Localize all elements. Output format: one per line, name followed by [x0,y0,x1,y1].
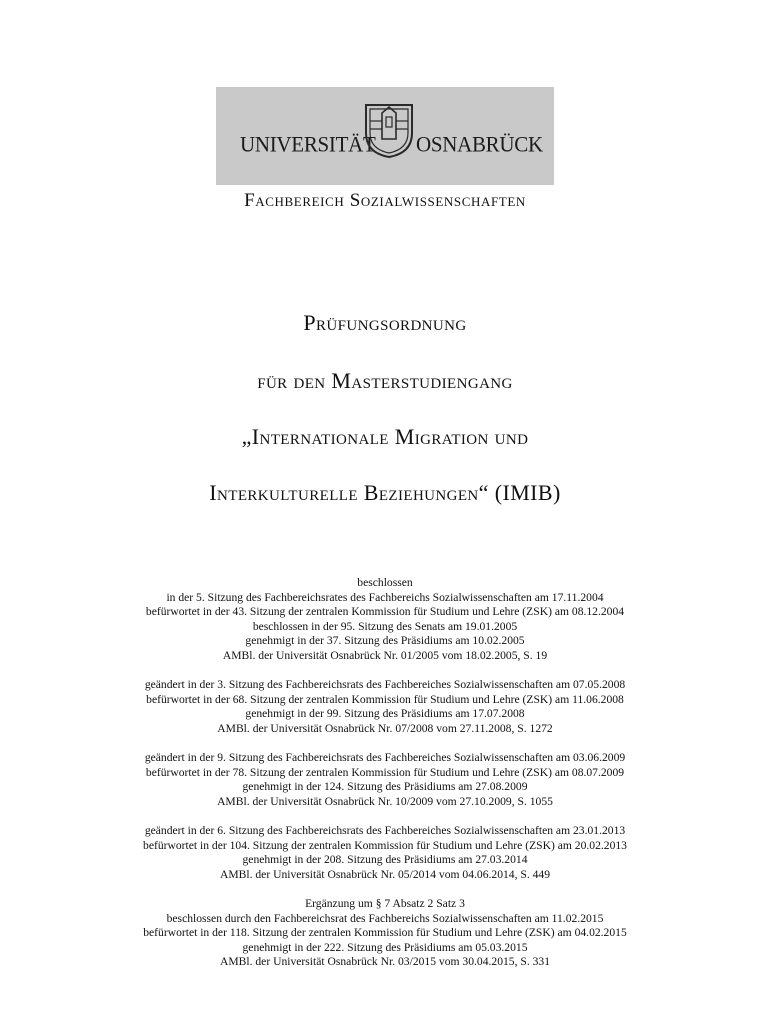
logo-word-osnabrueck: OSNABRÜCK [416,131,543,157]
title-line-4-abbreviation: (IMIB) [488,480,561,505]
title-line-1: Prüfungsordnung [303,310,467,335]
history-line: genehmigt in der 99. Sitzung des Präsidiums am 17.07.2008 [245,707,525,721]
history-line: beschlossen durch den Fachbereichsrat des Fachbereichs Sozialwissenschaften am 11.02.2015 [166,911,604,925]
history-block-original [0,576,770,664]
university-seal-icon [358,99,420,161]
history-line: befürwortet in der 68. Sitzung der zentralen Kommission für Studium und Lehre (ZSK) am 11.06.2008 [146,692,624,706]
history-line: in der 5. Sitzung des Fachbereichsrates des Fachbereichs Sozialwissenschaften am 17.11.2004 [166,590,604,604]
title-line-3: „Internationale Migration und [241,424,529,449]
history-line: befürwortet in der 78. Sitzung der zentralen Kommission für Studium und Lehre (ZSK) am 08.07.2009 [145,765,625,779]
amendment-history [0,576,770,970]
history-line: AMBl. der Universität Osnabrück Nr. 03/2015 vom 30.04.2015, S. 331 [219,955,551,969]
history-block-2013 [0,824,770,882]
history-line: AMBl. der Universität Osnabrück Nr. 05/2014 vom 04.06.2014, S. 449 [219,867,551,881]
history-line: AMBl. der Universität Osnabrück Nr. 07/2008 vom 27.11.2008, S. 1272 [217,721,553,735]
history-line: beschlossen in der 95. Sitzung des Senats am 19.01.2005 [252,619,518,633]
history-line: Ergänzung um § 7 Absatz 2 Satz 3 [305,897,465,911]
history-line: befürwortet in der 104. Sitzung der zentralen Kommission für Studium und Lehre (ZSK) am 20.02.2013 [143,838,627,852]
logo-word-universitaet: UNIVERSITÄT [240,131,376,157]
history-block-2015 [0,897,770,970]
title-line-2: für den Masterstudiengang [257,368,513,393]
history-line: genehmigt in der 208. Sitzung des Präsidiums am 27.03.2014 [242,853,528,867]
faculty-name: Fachbereich Sozialwissenschaften [244,190,526,211]
title-line-4-main: Interkulturelle Beziehungen“ [209,480,489,505]
history-line: beschlossen [357,576,413,589]
university-logo [216,87,554,185]
history-line: geändert in der 9. Sitzung des Fachbereichsrats des Fachbereiches Sozialwissenschaften am 03.06.2009 [144,751,626,765]
history-line: befürwortet in der 43. Sitzung der zentralen Kommission für Studium und Lehre (ZSK) am 08.12.2004 [145,605,625,619]
history-block-2008 [0,678,770,736]
title-line-4 [0,480,770,506]
history-line: geändert in der 6. Sitzung des Fachbereichsrats des Fachbereiches Sozialwissenschaften am 23.01.2013 [144,824,626,838]
history-block-2009 [0,751,770,809]
history-line: genehmigt in der 222. Sitzung des Präsidiums am 05.03.2015 [242,940,528,954]
history-line: genehmigt in der 37. Sitzung des Präsidiums am 10.02.2005 [245,634,525,648]
history-line: geändert in der 3. Sitzung des Fachbereichsrats des Fachbereiches Sozialwissenschaften am 07.05.2008 [144,678,626,692]
history-line: AMBl. der Universität Osnabrück Nr. 01/2005 vom 18.02.2005, S. 19 [222,648,548,662]
history-line: AMBl. der Universität Osnabrück Nr. 10/2009 vom 27.10.2009, S. 1055 [217,794,553,808]
history-line: genehmigt in der 124. Sitzung des Präsidiums am 27.08.2009 [242,780,528,794]
history-line: befürwortet in der 118. Sitzung der zentralen Kommission für Studium und Lehre (ZSK) am 04.02.2015 [143,926,627,940]
